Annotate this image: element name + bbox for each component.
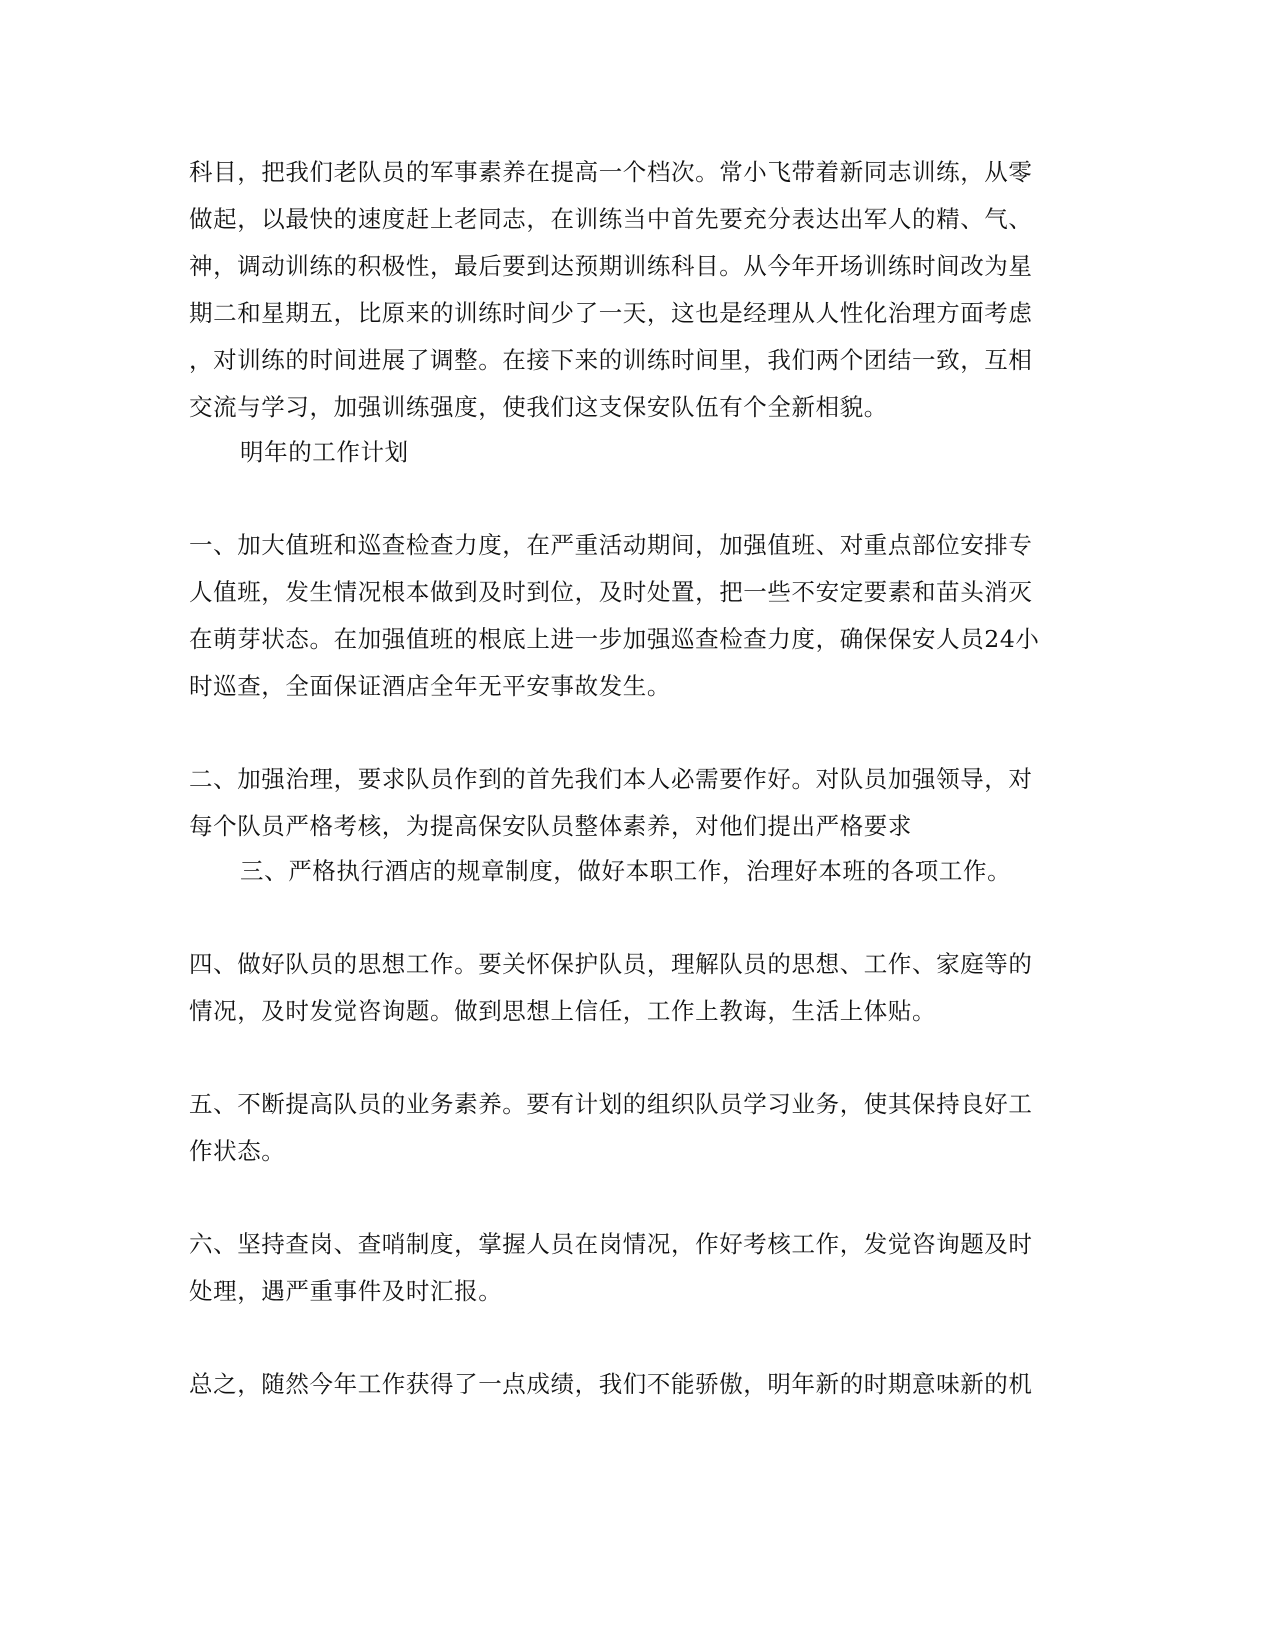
text-line: 每个队员严格考核，为提高保安队员整体素养，对他们提出严格要求 [189,812,912,840]
text-line: 期二和星期五，比原来的训练时间少了一天，这也是经理从人性化治理方面考虑 [189,299,1033,327]
text-line: 人值班，发生情况根本做到及时到位，及时处置，把一些不安定要素和苗头消灭 [189,578,1033,606]
text-line: 交流与学习，加强训练强度，使我们这支保安队伍有个全新相貌。 [189,393,888,421]
text-line: 科目，把我们老队员的军事素养在提高一个档次。常小飞带着新同志训练，从零 [189,158,1033,186]
text-line: 处理，遇严重事件及时汇报。 [189,1277,503,1305]
text-line: 作状态。 [189,1137,286,1165]
text-line: 五、不断提高队员的业务素养。要有计划的组织队员学习业务，使其保持良好工 [189,1090,1033,1118]
plan-item-3: 三、严格执行酒店的规章制度，做好本职工作，治理好本班的各项工作。 [240,857,1012,885]
text-line: 一、加大值班和巡查检查力度，在严重活动期间，加强值班、对重点部位安排专 [189,531,1033,559]
text-line: 神，调动训练的积极性，最后要到达预期训练科目。从今年开场训练时间改为星 [189,252,1033,280]
text-line: 时巡查，全面保证酒店全年无平安事故发生。 [189,672,671,700]
text-line: 做起，以最快的速度赶上老同志，在训练当中首先要充分表达出军人的精、气、 [189,205,1033,233]
text-line: 在萌芽状态。在加强值班的根底上进一步加强巡查检查力度，确保保安人员24小 [189,625,1040,653]
text-line: 总之，随然今年工作获得了一点成绩，我们不能骄傲，明年新的时期意味新的机 [189,1370,1033,1398]
text-line: 二、加强治理，要求队员作到的首先我们本人必需要作好。对队员加强领导，对 [189,765,1033,793]
text-line: 六、坚持查岗、查哨制度，掌握人员在岗情况，作好考核工作，发觉咨询题及时 [189,1230,1033,1258]
text-line: ，对训练的时间进展了调整。在接下来的训练时间里，我们两个团结一致，互相 [189,346,1033,374]
section-heading: 明年的工作计划 [240,438,409,466]
text-line: 四、做好队员的思想工作。要关怀保护队员，理解队员的思想、工作、家庭等的 [189,950,1033,978]
text-line: 情况，及时发觉咨询题。做到思想上信任，工作上教诲，生活上体贴。 [189,997,937,1025]
